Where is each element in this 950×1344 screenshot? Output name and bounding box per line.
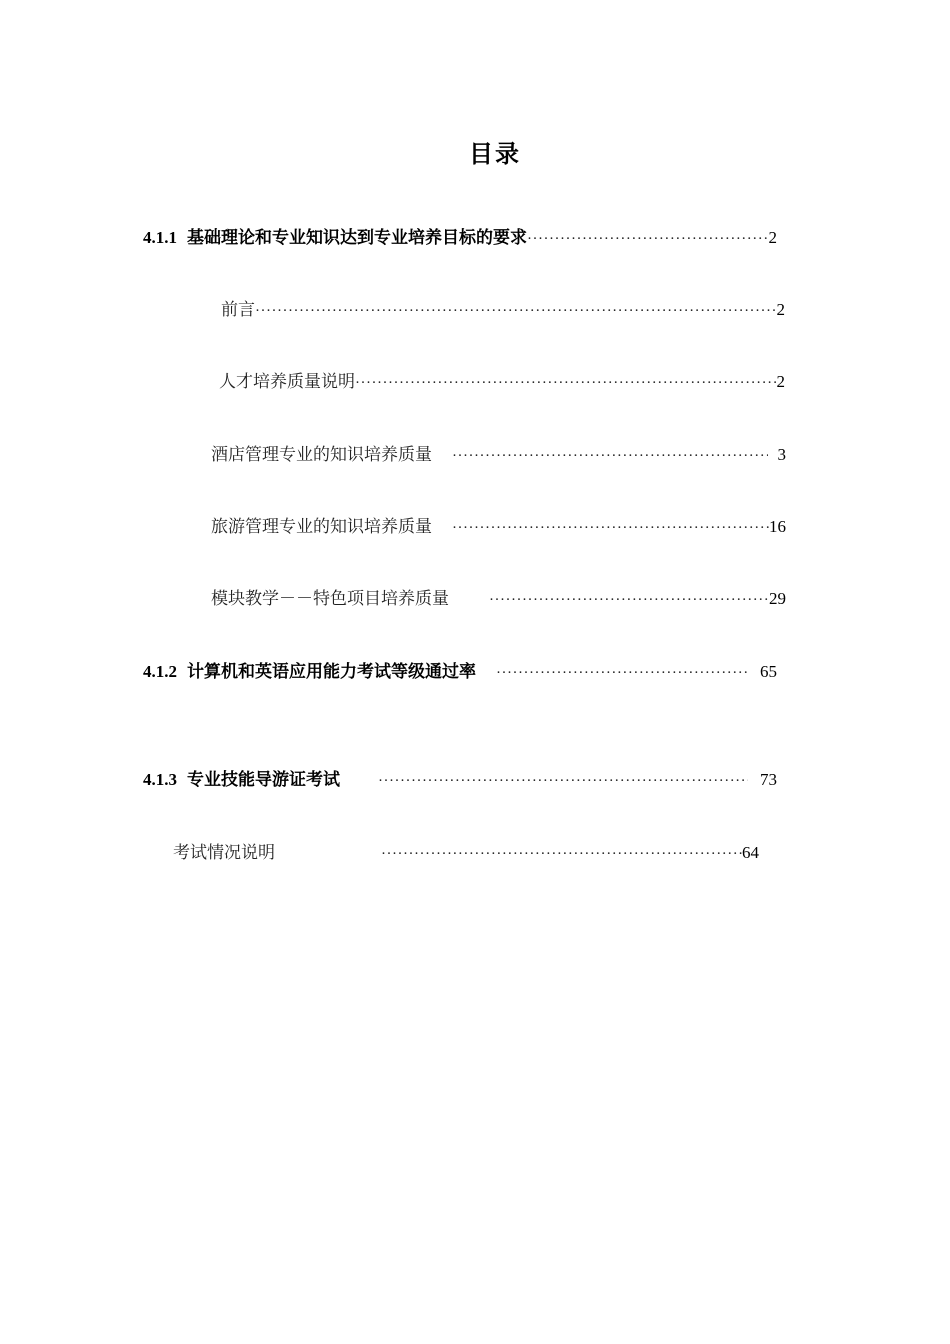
toc-entry-title: 前言 bbox=[221, 300, 255, 320]
toc-entry[interactable] bbox=[143, 227, 777, 249]
toc-entry-title: 考试情况说明 bbox=[173, 843, 275, 863]
dot-leader bbox=[355, 372, 777, 394]
toc-page-number: 29 bbox=[769, 589, 786, 608]
dot-leader bbox=[255, 300, 777, 322]
toc-entry[interactable] bbox=[173, 842, 759, 864]
toc-page-number: 3 bbox=[777, 445, 786, 464]
toc-entry-title: 模块教学－－特色项目培养质量 bbox=[211, 589, 449, 609]
toc-entry[interactable] bbox=[211, 444, 786, 466]
toc-entry[interactable] bbox=[211, 588, 786, 610]
toc-entry-number: 4.1.3 bbox=[143, 770, 177, 789]
toc-page-number: 65 bbox=[760, 662, 777, 681]
toc-page-number: 73 bbox=[760, 770, 777, 789]
toc-entry-number: 4.1.2 bbox=[143, 662, 177, 681]
toc-page-number: 64 bbox=[742, 843, 759, 862]
dot-leader bbox=[527, 228, 769, 250]
toc-page-number: 16 bbox=[769, 517, 786, 536]
toc-entry-title: 人才培养质量说明 bbox=[219, 372, 355, 392]
toc-entry-title: 基础理论和专业知识达到专业培养目标的要求 bbox=[187, 228, 527, 248]
toc-entry-title: 专业技能导游证考试 bbox=[187, 770, 340, 790]
dot-leader bbox=[378, 770, 748, 792]
toc-entry-title: 酒店管理专业的知识培养质量 bbox=[211, 445, 432, 465]
toc-page-number: 2 bbox=[768, 228, 777, 247]
toc-entry-number: 4.1.1 bbox=[143, 228, 177, 247]
dot-leader bbox=[381, 843, 742, 865]
page-title: 目录 bbox=[469, 140, 521, 168]
toc-page-number: 2 bbox=[776, 372, 785, 391]
dot-leader bbox=[496, 662, 748, 684]
toc-entry[interactable] bbox=[219, 371, 785, 393]
toc-entry[interactable] bbox=[143, 769, 777, 791]
dot-leader bbox=[489, 589, 769, 611]
toc-entry[interactable] bbox=[221, 299, 785, 321]
toc-entry[interactable] bbox=[143, 661, 777, 683]
dot-leader bbox=[452, 445, 768, 467]
toc-entry[interactable] bbox=[211, 516, 786, 538]
toc-page-number: 2 bbox=[776, 300, 785, 319]
toc-entry-title: 计算机和英语应用能力考试等级通过率 bbox=[187, 662, 476, 682]
dot-leader bbox=[452, 517, 769, 539]
toc-entry-title: 旅游管理专业的知识培养质量 bbox=[211, 517, 432, 537]
